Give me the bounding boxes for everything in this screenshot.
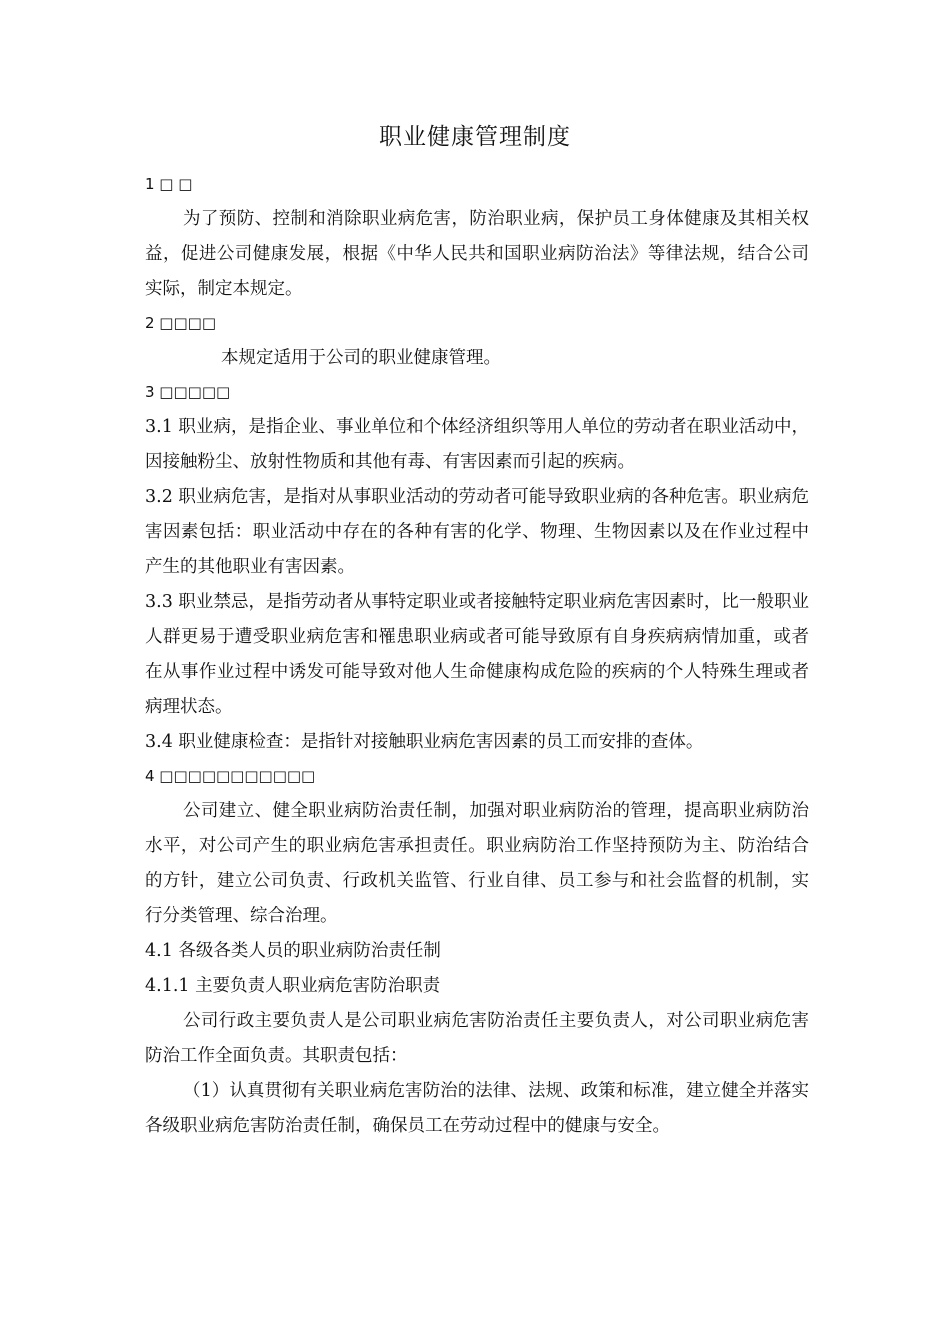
clause-3-2: 3.2 职业病危害，是指对从事职业活动的劳动者可能导致职业病的各种危害。职业病危害因素包括：职业活动中存在的各种有害的化学、物理、生物因素以及在作业过程中产生的其他职业有害因素。: [145, 487, 809, 577]
document-title: 职业健康管理制度: [379, 124, 571, 150]
section-3-heading: 3 □□□□□: [145, 383, 231, 401]
section-2-heading: 2 □□□□: [145, 314, 217, 332]
clause-3-3: 3.3 职业禁忌，是指劳动者从事特定职业或者接触特定职业病危害因素时，比一般职业人群更易于遭受职业病危害和罹患职业病或者可能导致原有自身疾病病情加重，或者在从事作业过程中诱发可能导致对他人生命健康构成危险的疾病的个人特殊生理或者病理状态。: [145, 592, 809, 717]
clause-3-1: 3.1 职业病，是指企业、事业单位和个体经济组织等用人单位的劳动者在职业活动中，因接触粉尘、放射性物质和其他有毒、有害因素而引起的疾病。: [145, 417, 809, 472]
section-4-heading: 4 □□□□□□□□□□□: [145, 767, 316, 785]
section-4-paragraph: 公司建立、健全职业病防治责任制，加强对职业病防治的管理，提高职业病防治水平，对公司产生的职业病危害承担责任。职业病防治工作坚持预防为主、防治结合的方针，建立公司负责、行政机关监管、行业自律、员工参与和社会监督的机制，实行分类管理、综合治理。: [145, 801, 809, 926]
section-1-paragraph: 为了预防、控制和消除职业病危害，防治职业病，保护员工身体健康及其相关权益，促进公司健康发展，根据《中华人民共和国职业病防治法》等律法规，结合公司实际，制定本规定。: [145, 209, 809, 299]
clause-4-1: 4.1 各级各类人员的职业病防治责任制: [145, 941, 441, 961]
section-2-paragraph: 本规定适用于公司的职业健康管理。: [221, 348, 501, 368]
document-body: [145, 172, 809, 1144]
clause-4-1-1: 4.1.1 主要负责人职业病危害防治职责: [145, 976, 441, 996]
clause-3-4: 3.4 职业健康检查：是指针对接触职业病危害因素的员工而安排的查体。: [145, 732, 704, 752]
clause-4-1-1-item-1: （1）认真贯彻有关职业病危害防治的法律、法规、政策和标准，建立健全并落实各级职业病危害防治责任制，确保员工在劳动过程中的健康与安全。: [145, 1081, 809, 1136]
clause-4-1-1-paragraph: 公司行政主要负责人是公司职业病危害防治责任主要负责人，对公司职业病危害防治工作全面负责。其职责包括：: [145, 1011, 809, 1066]
section-1-heading: 1 □ □: [145, 175, 193, 193]
